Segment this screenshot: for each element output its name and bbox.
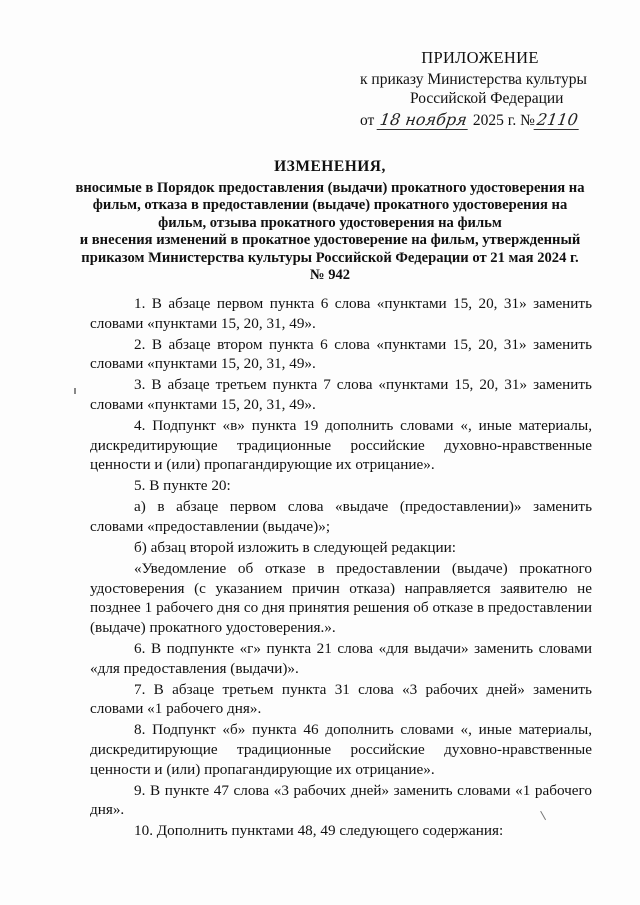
scan-artifact-mark — [74, 388, 76, 394]
document-body — [90, 294, 592, 843]
body-paragraph: 1. В абзаце первом пункта 6 слова «пунктами 15, 20, 31» заменить словами «пунктами 15, 20, 31, 49». — [90, 295, 592, 332]
body-paragraph: 4. Подпункт «в» пункта 19 дополнить словами «, иные материалы, дискредитирующие традиционные российские духовно-нравственные ценности и (или) пропагандирующие их отрицание». — [90, 417, 592, 474]
body-paragraph: б) абзац второй изложить в следующей редакции: — [134, 539, 456, 557]
body-paragraph: 7. В абзаце третьем пункта 31 слова «3 рабочих дней» заменить словами «1 рабочего дня». — [90, 680, 592, 718]
title-line: № 942 — [309, 267, 351, 283]
changes-heading: ИЗМЕНЕНИЯ, — [274, 158, 386, 175]
title-line: фильм, отзыва прокатного удостоверения на фильм — [158, 214, 502, 231]
title-line: приказом Министерства культуры Российской Федерации от 21 мая 2024 г. — [81, 249, 579, 266]
appendix-header — [340, 48, 600, 130]
title-line: фильм, отказа в предоставлении (выдаче) прокатного удостоверения на — [92, 197, 568, 213]
body-paragraph: а) в абзаце первом слова «выдаче (предоставлении)» заменить словами «предоставлении (выдаче)»; — [90, 498, 592, 536]
federation-line: Российской Федерации — [410, 90, 564, 107]
body-paragraph: 3. В абзаце третьем пункта 7 слова «пунктами 15, 20, 31» заменить словами «пунктами 15, 20, 31, 49». — [90, 376, 592, 413]
title-line: вносимые в Порядок предоставления (выдачи) прокатного удостоверения на — [75, 179, 585, 196]
date-prefix: от — [360, 112, 375, 129]
appendix-title: ПРИЛОЖЕНИЕ — [421, 48, 539, 67]
order-reference-line: к приказу Министерства культуры — [360, 71, 587, 88]
body-paragraph: 2. В абзаце втором пункта 6 слова «пунктами 15, 20, 31» заменить словами «пунктами 15, 20, 31, 49». — [90, 335, 592, 373]
title-line: и внесения изменений в прокатное удостоверение на фильм, утвержденный — [79, 232, 581, 248]
body-paragraph: 8. Подпункт «б» пункта 46 дополнить словами «, иные материалы, дискредитирующие традиционные российские духовно-нравственные ценности и (или) пропагандирующие их отрицание». — [90, 721, 592, 778]
body-paragraph: 6. В подпункте «г» пункта 21 слова «для выдачи» заменить словами «для предоставления (выдачи)». — [90, 640, 592, 677]
year-text: 2025 г. № — [472, 112, 535, 129]
body-paragraph: 5. В пункте 20: — [134, 477, 231, 495]
handwritten-date: 18 ноября — [377, 110, 471, 130]
body-paragraph: «Уведомление об отказе в предоставлении (выдаче) прокатного удостоверения (с указанием причин отказа) направляется заявителю не позднее 1 рабочего дня со дня принятия решения об отказе в предоставлении (выдаче) прокатного удостоверения.». — [90, 560, 592, 636]
changes-title-block — [60, 158, 600, 285]
body-paragraph: 9. В пункте 47 слова «3 рабочих дней» заменить словами «1 рабочего дня». — [90, 781, 592, 819]
handwritten-order-number: 2110 — [534, 110, 582, 130]
order-date-line — [360, 110, 600, 130]
body-paragraph: 10. Дополнить пунктами 48, 49 следующего содержания: — [134, 822, 504, 840]
